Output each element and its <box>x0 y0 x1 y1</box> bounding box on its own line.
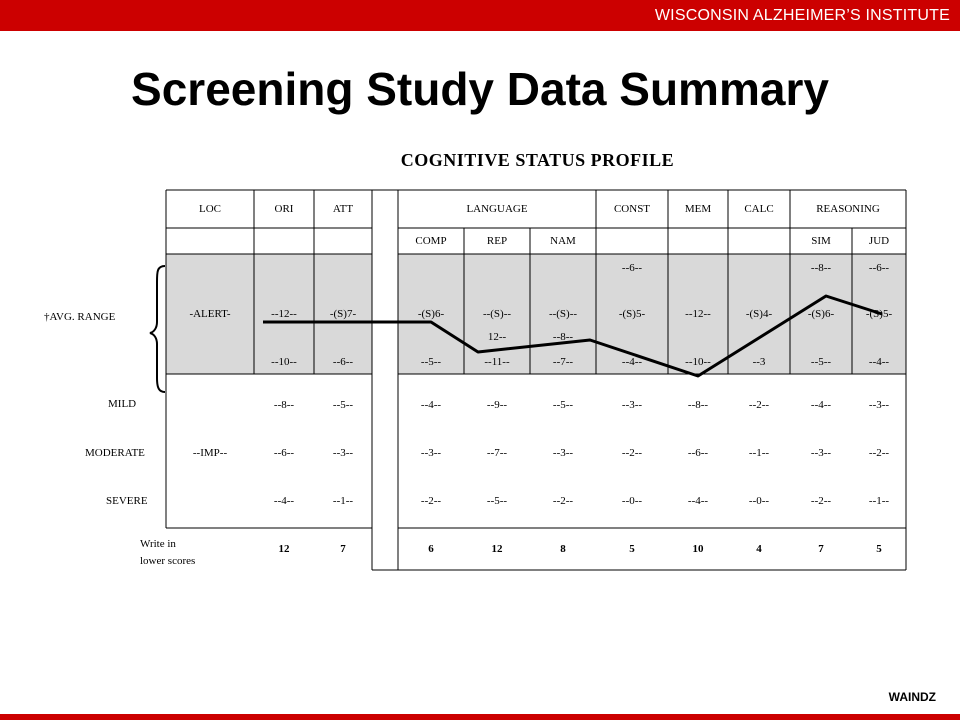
score-jud: 5 <box>876 543 882 555</box>
score-rep: 12 <box>491 543 503 555</box>
avg-calc-low: --3 <box>752 356 766 368</box>
avg-rep: --(S)-- <box>482 308 512 320</box>
col-mem: MEM <box>684 203 712 215</box>
moderate-att: --3-- <box>332 447 354 459</box>
imp-loc: --IMP-- <box>192 447 228 459</box>
severe-sim: --2-- <box>810 495 832 507</box>
col-nam: NAM <box>550 235 576 247</box>
table-lines <box>166 190 906 570</box>
avg-const: -(S)5- <box>618 308 646 320</box>
col-calc: CALC <box>744 203 774 215</box>
col-reasoning: REASONING <box>816 203 880 215</box>
severe-rep: --5-- <box>486 495 508 507</box>
moderate-ori: --6-- <box>273 447 295 459</box>
col-ori: ORI <box>274 203 294 215</box>
avg-nam: --(S)-- <box>548 308 578 320</box>
col-language: LANGUAGE <box>466 203 528 215</box>
mild-nam: --5-- <box>552 399 574 411</box>
avg-sim-top: --8-- <box>810 262 832 274</box>
col-att: ATT <box>332 203 354 215</box>
severe-mem: --4-- <box>687 495 709 507</box>
avg-comp: -(S)6- <box>417 308 445 320</box>
mild-rep: --9-- <box>486 399 508 411</box>
write-in-line-2: lower scores <box>140 555 196 567</box>
avg-jud-low: --4-- <box>868 356 890 368</box>
avg-mem: --12-- <box>685 308 711 320</box>
mild-calc: --2-- <box>748 399 770 411</box>
write-in-line-1: Write in <box>140 538 176 550</box>
moderate-calc: --1-- <box>748 447 770 459</box>
severe-calc: --0-- <box>748 495 770 507</box>
score-ori: 12 <box>278 543 290 555</box>
avg-jud-top: --6-- <box>868 262 890 274</box>
range-brace <box>150 266 165 392</box>
col-loc: LOC <box>199 203 221 215</box>
col-jud: JUD <box>868 235 890 247</box>
moderate-rep: --7-- <box>486 447 508 459</box>
score-sim: 7 <box>818 543 824 555</box>
row-label-avg-range: †AVG. RANGE <box>44 311 116 323</box>
moderate-nam: --3-- <box>552 447 574 459</box>
avg-jud: -(S)5- <box>865 308 893 320</box>
severe-const: --0-- <box>621 495 643 507</box>
footer-tag: WAINDZ <box>888 690 936 704</box>
score-const: 5 <box>629 543 635 555</box>
avg-const-top: --6-- <box>621 262 643 274</box>
avg-att: -(S)7- <box>329 308 357 320</box>
row-label-mild: MILD <box>108 398 137 410</box>
moderate-sim: --3-- <box>810 447 832 459</box>
moderate-jud: --2-- <box>868 447 890 459</box>
moderate-mem: --6-- <box>687 447 709 459</box>
avg-rep-low: --11-- <box>484 356 510 368</box>
mild-ori: --8-- <box>273 399 295 411</box>
score-att: 7 <box>340 543 346 555</box>
avg-rep-sub: 12-- <box>487 331 507 343</box>
page-title: Screening Study Data Summary <box>131 63 829 115</box>
mild-mem: --8-- <box>687 399 709 411</box>
col-const: CONST <box>613 203 651 215</box>
avg-const-low: --4-- <box>621 356 643 368</box>
mild-comp: --4-- <box>420 399 442 411</box>
avg-nam-low: --7-- <box>552 356 574 368</box>
col-rep: REP <box>486 235 508 247</box>
avg-att-low: --6-- <box>332 356 354 368</box>
avg-loc: -ALERT- <box>189 308 231 320</box>
score-comp: 6 <box>428 543 434 555</box>
avg-nam-sub: --8-- <box>552 331 574 343</box>
avg-mem-low: --10-- <box>685 356 711 368</box>
avg-comp-low: --5-- <box>420 356 442 368</box>
severe-comp: --2-- <box>420 495 442 507</box>
row-label-severe: SEVERE <box>106 495 148 507</box>
avg-calc: -(S)4- <box>745 308 773 320</box>
mild-jud: --3-- <box>868 399 890 411</box>
score-calc: 4 <box>756 543 762 555</box>
mild-att: --5-- <box>332 399 354 411</box>
severe-att: --1-- <box>332 495 354 507</box>
avg-ori-low: --10-- <box>271 356 297 368</box>
avg-sim: -(S)6- <box>807 308 835 320</box>
severe-ori: --4-- <box>273 495 295 507</box>
mild-sim: --4-- <box>810 399 832 411</box>
col-sim: SIM <box>811 235 831 247</box>
severe-jud: --1-- <box>868 495 890 507</box>
col-comp: COMP <box>415 235 447 247</box>
mild-const: --3-- <box>621 399 643 411</box>
score-nam: 8 <box>560 543 566 555</box>
moderate-comp: --3-- <box>420 447 442 459</box>
table-title: COGNITIVE STATUS PROFILE <box>400 150 675 170</box>
row-label-moderate: MODERATE <box>85 447 145 459</box>
avg-ori: --12-- <box>271 308 297 320</box>
score-mem: 10 <box>692 543 704 555</box>
severe-nam: --2-- <box>552 495 574 507</box>
institute-name: WISCONSIN ALZHEIMER’S INSTITUTE <box>654 7 950 24</box>
avg-sim-low: --5-- <box>810 356 832 368</box>
moderate-const: --2-- <box>621 447 643 459</box>
write-in-label <box>140 536 195 570</box>
